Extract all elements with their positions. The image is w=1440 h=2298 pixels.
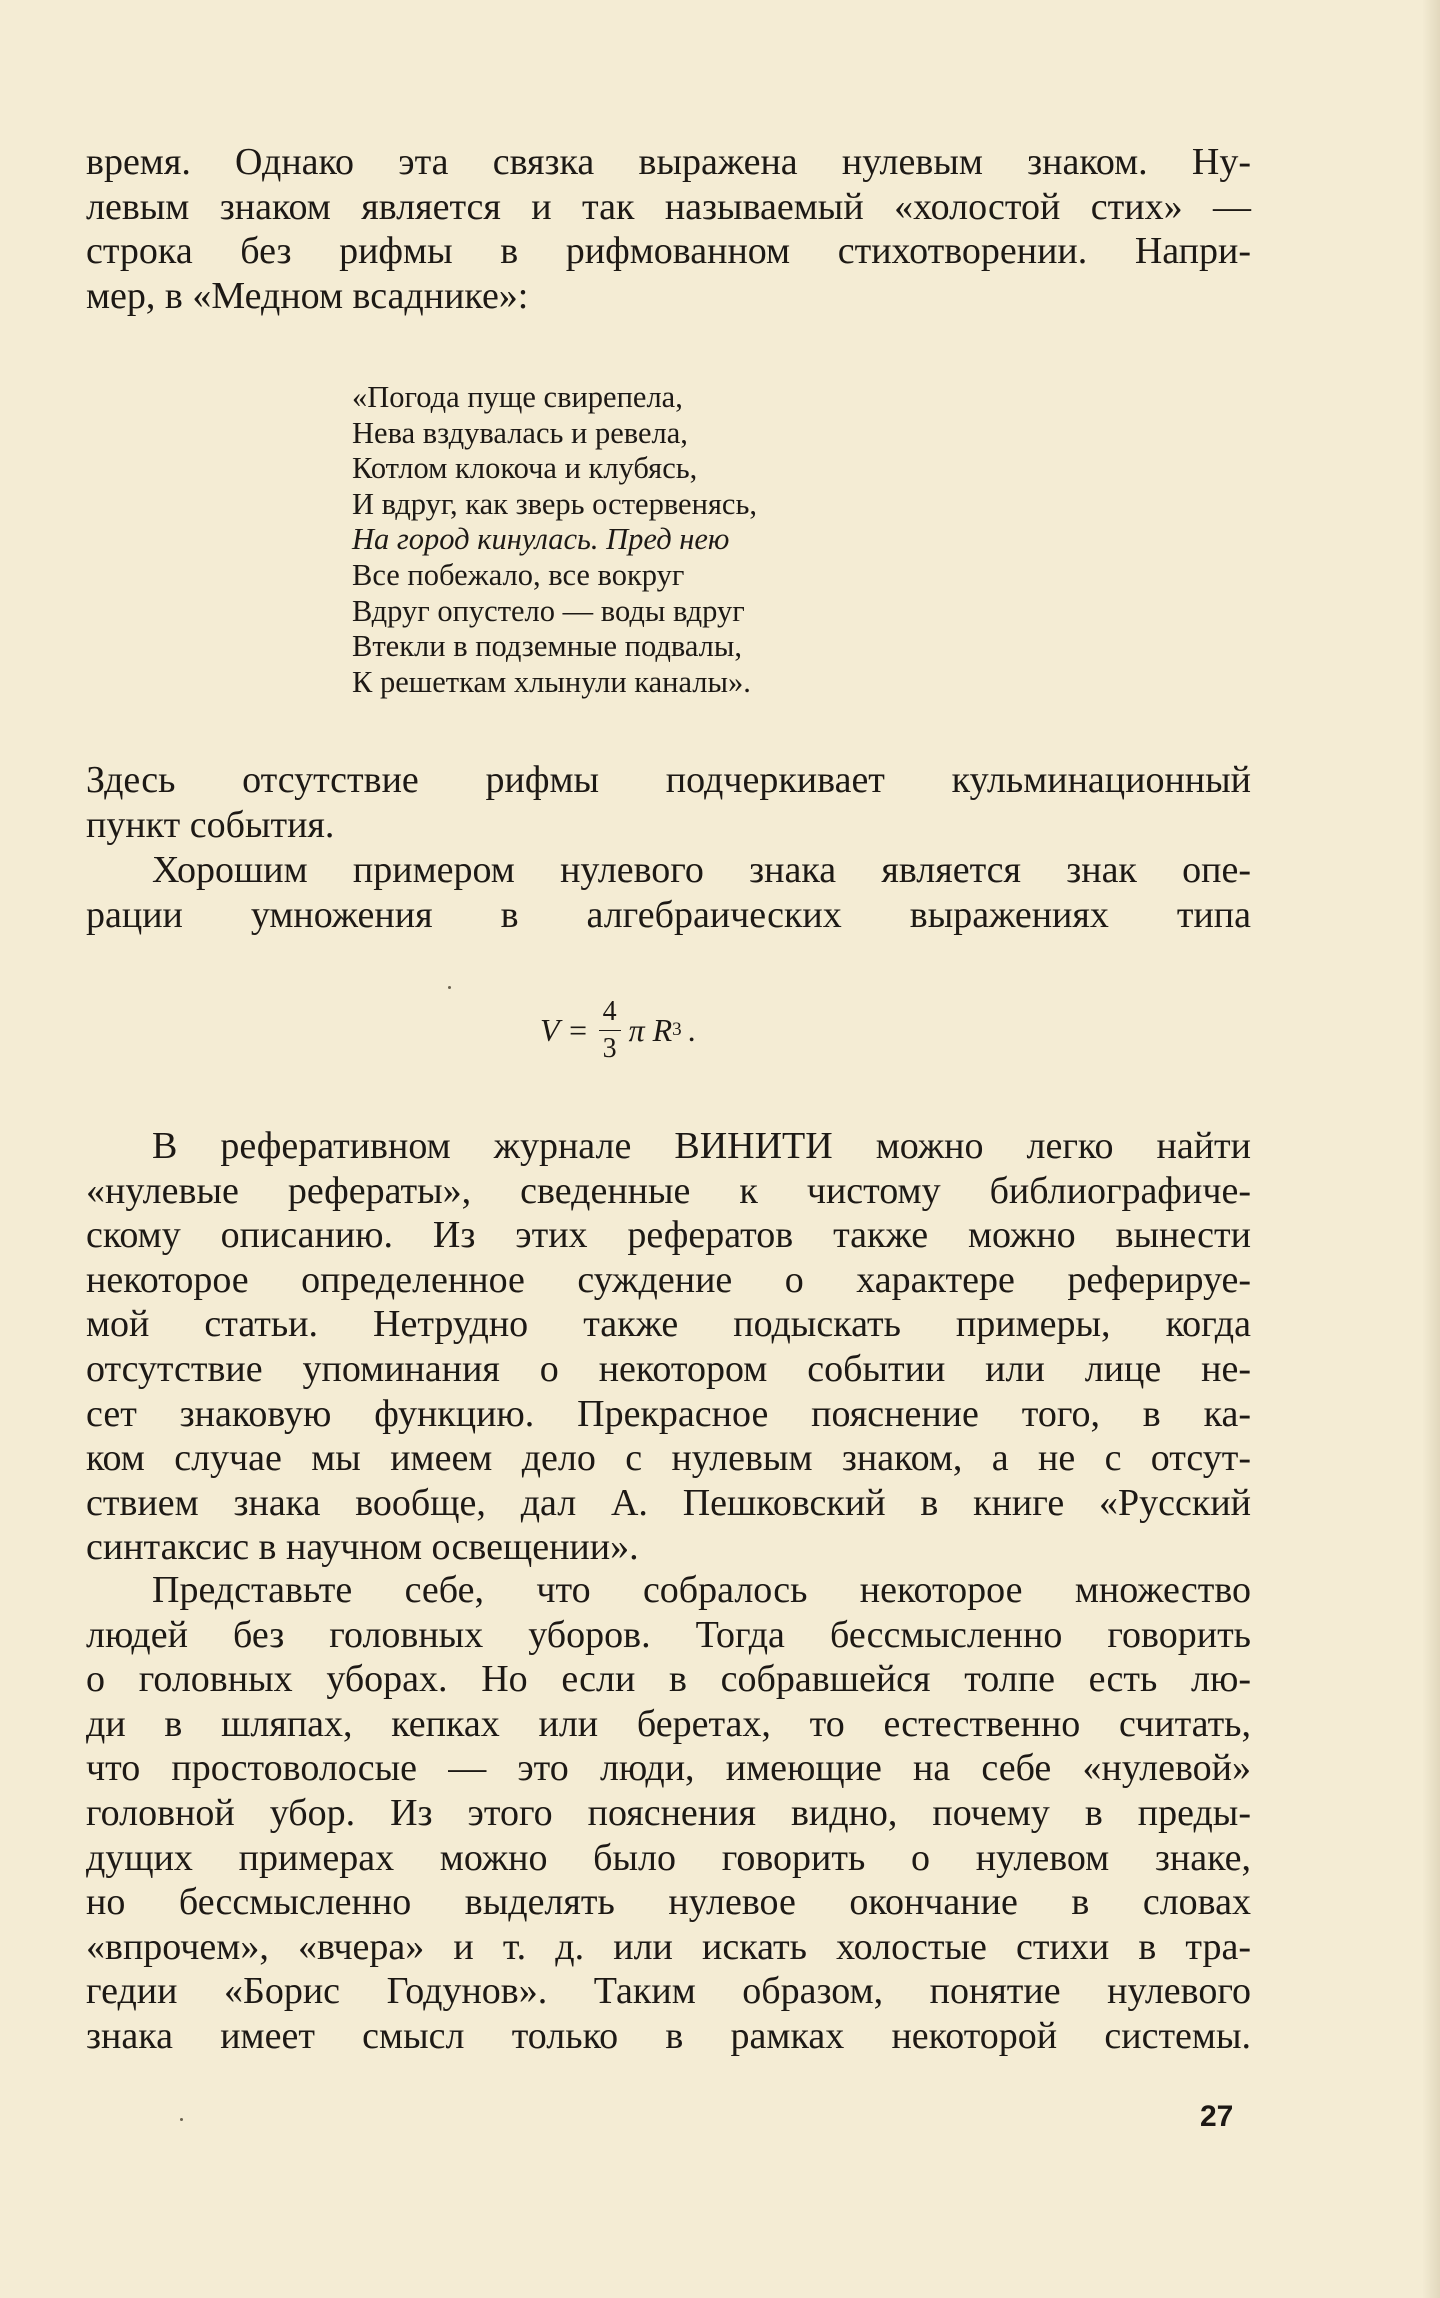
text-line: «впрочем», «вчера» и т. д. или искать холостые стихи в тра- bbox=[86, 1925, 1251, 1968]
text-line: ствием знака вообще, дал А. Пешковский в книге «Русский bbox=[86, 1481, 1251, 1524]
poem-line: Все побежало, все вокруг bbox=[352, 557, 685, 592]
poem-line: Втекли в подземные подвалы, bbox=[352, 629, 743, 664]
fraction-denominator: 3 bbox=[602, 1032, 617, 1064]
text-line: Представьте себе, что собралось некоторое множество bbox=[152, 1569, 1251, 1611]
text-line: рации умножения в алгебраических выражениях типа bbox=[86, 893, 1251, 936]
text-line: мер, в «Медном всаднике»: bbox=[86, 274, 529, 317]
poem-line: К решеткам хлынули каналы». bbox=[352, 664, 751, 699]
text-line: что простоволосые — это люди, имеющие на себе «нулевой» bbox=[86, 1747, 1251, 1790]
poem-line: Вдруг опустело — воды вдруг bbox=[352, 593, 745, 628]
formula-lhs: V = bbox=[540, 1011, 589, 1048]
poem-line: Котлом клокоча и клубясь, bbox=[352, 451, 698, 486]
text-line: сет знаковую функцию. Прекрасное пояснение того, в ка- bbox=[86, 1392, 1251, 1435]
paragraph-5 bbox=[86, 1568, 1251, 2059]
text-line: но бессмысленно выделять нулевое окончание в словах bbox=[86, 1881, 1251, 1924]
page-edge-shadow bbox=[1422, 0, 1440, 2298]
text-line: гедии «Борис Годунов». Таким образом, понятие нулевого bbox=[86, 1970, 1251, 2013]
poem-line-italic: На город кинулась. Пред нею bbox=[352, 522, 730, 557]
text-line: пункт события. bbox=[86, 803, 335, 846]
formula-end: . bbox=[687, 1011, 696, 1048]
formula-rhs: π R bbox=[628, 1011, 673, 1048]
text-line: ком случае мы имеем дело с нулевым знаком, а не с отсут- bbox=[86, 1437, 1251, 1480]
poem-quote bbox=[352, 380, 757, 700]
paragraph-3 bbox=[86, 848, 1251, 937]
paragraph-1 bbox=[86, 140, 1251, 318]
paragraph-2 bbox=[86, 758, 1251, 847]
poem-line: И вдруг, как зверь остервенясь, bbox=[352, 486, 758, 521]
text-line: головной убор. Из этого пояснения видно, почему в преды- bbox=[86, 1791, 1251, 1834]
formula-fraction bbox=[599, 996, 621, 1065]
fraction-numerator: 4 bbox=[599, 996, 621, 1031]
text-line: скому описанию. Из этих рефератов также можно вынести bbox=[86, 1214, 1251, 1257]
text-line: мой статьи. Нетрудно также подыскать примеры, когда bbox=[86, 1303, 1251, 1346]
text-line: левым знаком является и так называемый «холостой стих» — bbox=[86, 185, 1251, 228]
text-line: «нулевые рефераты», сведенные к чистому библиографиче- bbox=[86, 1169, 1251, 1212]
text-line: некоторое определенное суждение о характере реферируе- bbox=[86, 1258, 1251, 1301]
formula-sphere-volume bbox=[540, 985, 696, 1075]
print-speck bbox=[448, 986, 451, 989]
text-line: синтаксис в научном освещении». bbox=[86, 1526, 639, 1569]
text-line: время. Однако эта связка выражена нулевым знаком. Ну- bbox=[86, 141, 1251, 183]
text-line: строка без рифмы в рифмованном стихотворении. Напри- bbox=[86, 230, 1251, 273]
paragraph-4 bbox=[86, 1124, 1251, 1570]
poem-line: «Погода пуще свирепела, bbox=[352, 380, 683, 414]
text-line: людей без головных уборов. Тогда бессмысленно говорить bbox=[86, 1613, 1251, 1656]
text-line: Хорошим примером нулевого знака является знак опе- bbox=[152, 849, 1251, 891]
text-line: Здесь отсутствие рифмы подчеркивает кульминационный bbox=[86, 759, 1251, 801]
text-line: знака имеет смысл только в рамках некоторой системы. bbox=[86, 2014, 1251, 2057]
text-line: отсутствие упоминания о некотором событии или лице не- bbox=[86, 1347, 1251, 1390]
formula-exponent: 3 bbox=[672, 1019, 682, 1040]
poem-line: Нева вздувалась и ревела, bbox=[352, 415, 688, 450]
page-number: 27 bbox=[1200, 2100, 1234, 2133]
text-line: о головных уборах. Но если в собравшейся толпе есть лю- bbox=[86, 1658, 1251, 1701]
text-line: ди в шляпах, кепках или беретах, то естественно считать, bbox=[86, 1702, 1251, 1745]
text-line: дущих примерах можно было говорить о нулевом знаке, bbox=[86, 1836, 1251, 1879]
text-line: В реферативном журнале ВИНИТИ можно легко найти bbox=[152, 1125, 1251, 1167]
print-speck bbox=[180, 2118, 183, 2121]
